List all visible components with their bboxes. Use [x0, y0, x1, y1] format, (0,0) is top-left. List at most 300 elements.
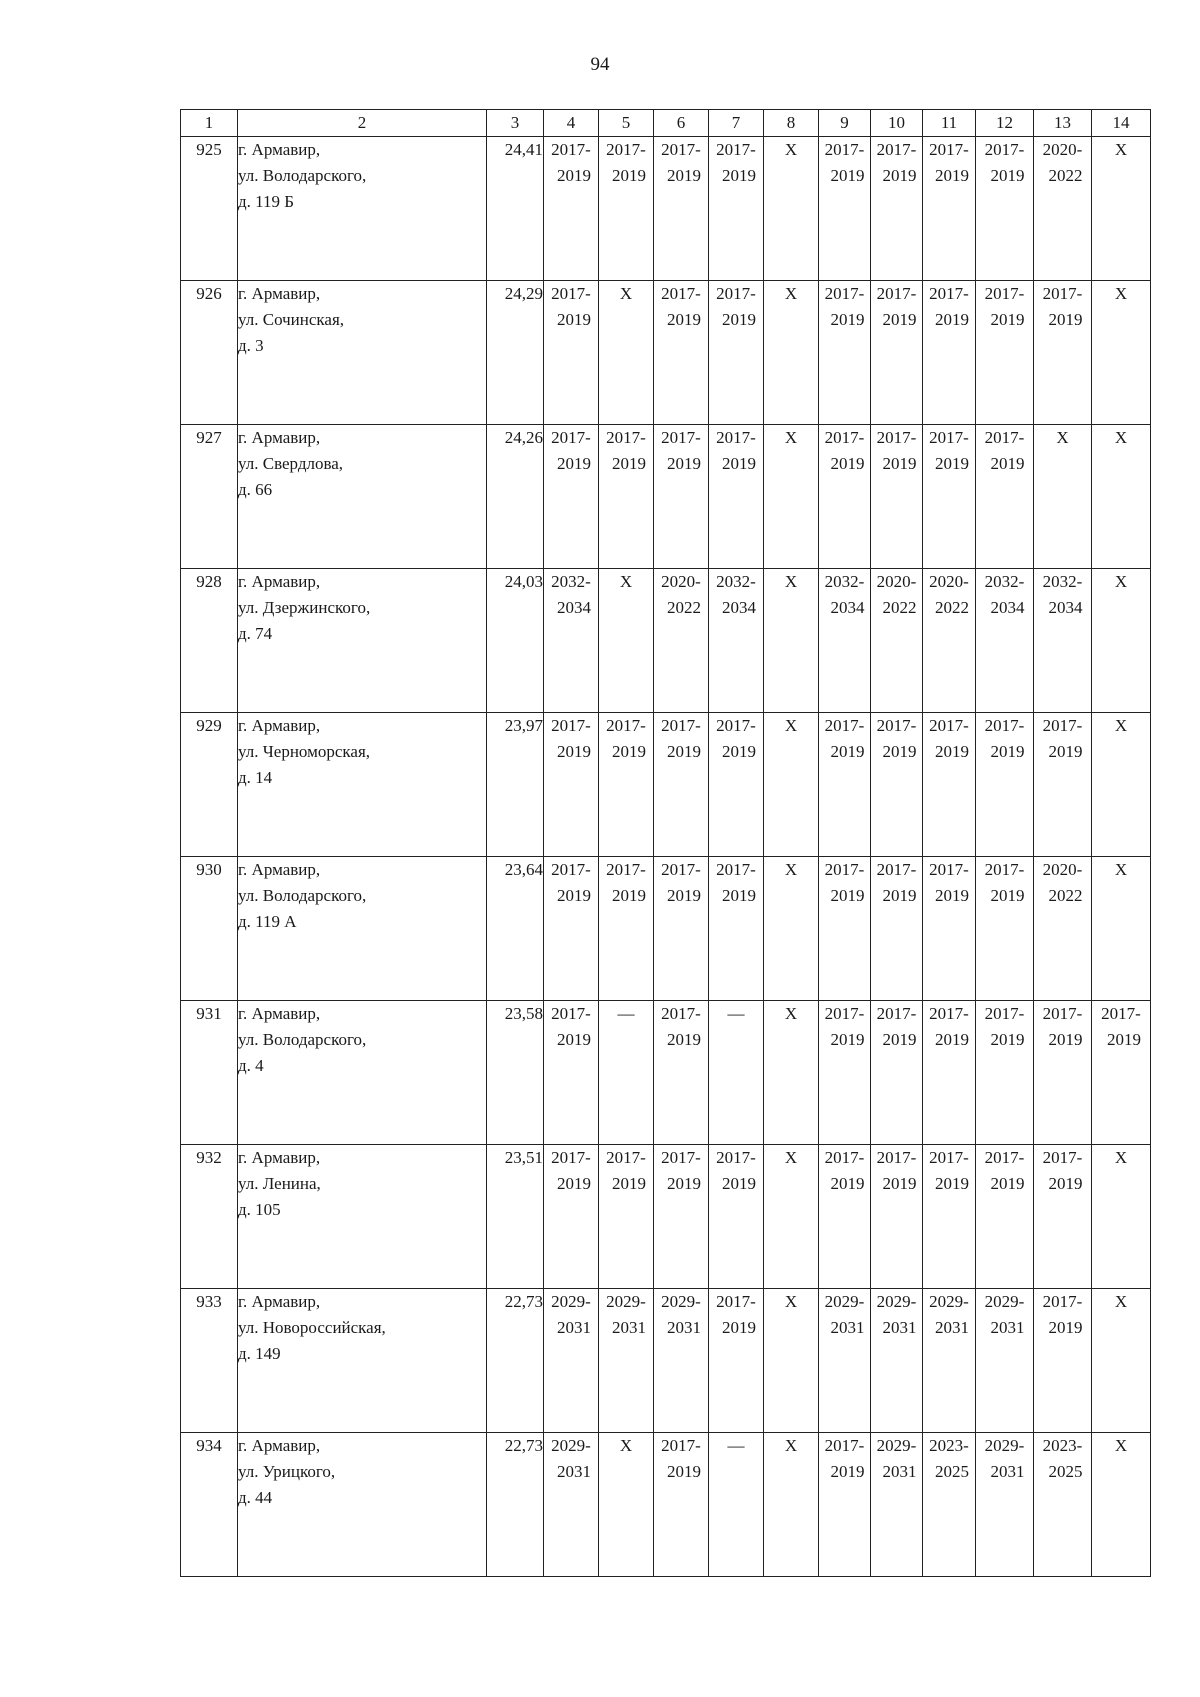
schedule-cell: [871, 569, 923, 713]
cell-line: 2019: [722, 454, 756, 473]
cell-line: 2023-: [929, 1436, 969, 1455]
address-line: ул. Ленина,: [238, 1174, 321, 1193]
address-line: г. Армавир,: [238, 284, 321, 303]
schedule-cell: [599, 569, 654, 713]
cell-line: 2019: [830, 742, 865, 761]
cell-line: 2017-: [876, 1148, 917, 1167]
schedule-cell: [1092, 137, 1151, 281]
cell-line: 2032-: [824, 572, 865, 591]
schedule-cell: [976, 569, 1034, 713]
address-line: д. 14: [238, 768, 273, 787]
address-line: д. 74: [238, 624, 273, 643]
address-line: д. 44: [238, 1488, 273, 1507]
row-number: 929: [181, 713, 238, 857]
row-number: 933: [181, 1289, 238, 1433]
cell-line: 2017-: [551, 428, 591, 447]
schedule-cell: [709, 281, 764, 425]
column-header-5: 5: [599, 110, 654, 137]
schedule-cell: [654, 1433, 709, 1577]
address-cell: [238, 569, 487, 713]
cell-line: Х: [619, 1436, 633, 1455]
cell-line: 2019: [557, 454, 591, 473]
area-cell: 23,58: [487, 1001, 544, 1145]
schedule-cell: [764, 425, 819, 569]
cell-line: Х: [1114, 860, 1128, 879]
cell-line: 2017-: [876, 1004, 917, 1023]
cell-line: Х: [784, 1148, 798, 1167]
address-line: д. 119 Б: [238, 192, 295, 211]
schedule-cell: [544, 425, 599, 569]
schedule-cell: [871, 137, 923, 281]
cell-line: 2017-: [876, 140, 917, 159]
cell-line: 2019: [935, 166, 969, 185]
schedule-cell: [1092, 713, 1151, 857]
column-header-14: 14: [1092, 110, 1151, 137]
cell-line: 2017-: [929, 428, 969, 447]
address-line: д. 149: [238, 1344, 281, 1363]
cell-line: 2025: [935, 1462, 969, 1481]
area-cell: 23,97: [487, 713, 544, 857]
cell-line: 2017-: [824, 1148, 865, 1167]
schedule-cell: [819, 857, 871, 1001]
row-number: 934: [181, 1433, 238, 1577]
address-line: ул. Володарского,: [238, 166, 367, 185]
cell-line: 2032-: [716, 572, 756, 591]
cell-line: 2017-: [1042, 1292, 1083, 1311]
row-number: 931: [181, 1001, 238, 1145]
area-cell: 23,64: [487, 857, 544, 1001]
schedule-cell: [654, 137, 709, 281]
cell-line: Х: [1114, 716, 1128, 735]
cell-line: 2019: [612, 886, 646, 905]
schedule-cell: [1034, 1001, 1092, 1145]
cell-line: 2022: [1048, 886, 1083, 905]
cell-line: 2017-: [824, 284, 865, 303]
cell-line: 2034: [830, 598, 865, 617]
address-line: д. 119 А: [238, 912, 297, 931]
cell-line: 2017-: [551, 1004, 591, 1023]
schedule-cell: [544, 1145, 599, 1289]
schedule-cell: [599, 1433, 654, 1577]
schedule-cell: [654, 857, 709, 1001]
address-line: ул. Свердлова,: [238, 454, 344, 473]
schedule-cell: [819, 1289, 871, 1433]
cell-line: 2029-: [929, 1292, 969, 1311]
schedule-cell: [654, 1001, 709, 1145]
schedule-cell: [709, 857, 764, 1001]
cell-line: 2017-: [984, 1148, 1025, 1167]
schedule-cell: [1092, 281, 1151, 425]
schedule-cell: [923, 1433, 976, 1577]
schedule-cell: [654, 713, 709, 857]
column-header-13: 13: [1034, 110, 1092, 137]
cell-line: 2017-: [716, 860, 756, 879]
column-header-9: 9: [819, 110, 871, 137]
schedule-cell: [599, 857, 654, 1001]
cell-line: 2017-: [876, 716, 917, 735]
cell-line: 2023-: [1042, 1436, 1083, 1455]
cell-line: 2019: [557, 1030, 591, 1049]
schedule-cell: [871, 425, 923, 569]
table-row: [181, 1289, 1151, 1433]
row-number: 927: [181, 425, 238, 569]
cell-line: 2019: [830, 166, 865, 185]
schedule-cell: [871, 713, 923, 857]
cell-line: 2029-: [984, 1292, 1025, 1311]
cell-line: Х: [1114, 1292, 1128, 1311]
area-cell: 23,51: [487, 1145, 544, 1289]
cell-line: Х: [1056, 428, 1069, 447]
cell-line: 2019: [830, 454, 865, 473]
cell-line: 2017-: [716, 284, 756, 303]
cell-line: 2019: [830, 1462, 865, 1481]
schedule-cell: [871, 1001, 923, 1145]
table-row: [181, 713, 1151, 857]
address-line: ул. Черноморская,: [238, 742, 371, 761]
schedule-cell: [923, 137, 976, 281]
cell-line: 2031: [612, 1318, 646, 1337]
schedule-cell: [1092, 857, 1151, 1001]
schedule-cell: [976, 137, 1034, 281]
address-line: д. 66: [238, 480, 273, 499]
cell-line: 2029-: [984, 1436, 1025, 1455]
table-row: [181, 137, 1151, 281]
schedule-cell: [764, 137, 819, 281]
cell-line: 2031: [667, 1318, 701, 1337]
table-row: [181, 857, 1151, 1001]
schedule-cell: [976, 425, 1034, 569]
cell-line: 2017-: [716, 716, 756, 735]
cell-line: 2017-: [824, 1004, 865, 1023]
cell-line: 2019: [882, 1030, 917, 1049]
cell-line: 2017-: [984, 428, 1025, 447]
cell-line: 2017-: [1042, 1004, 1083, 1023]
cell-line: 2019: [990, 310, 1025, 329]
cell-line: 2032-: [551, 572, 591, 591]
address-cell: [238, 281, 487, 425]
cell-line: Х: [784, 860, 798, 879]
schedule-cell: [544, 1289, 599, 1433]
schedule-cell: [654, 1145, 709, 1289]
address-line: д. 3: [238, 336, 264, 355]
cell-line: 2017-: [824, 860, 865, 879]
cell-line: —: [727, 1004, 745, 1023]
schedule-cell: [871, 1433, 923, 1577]
column-header-8: 8: [764, 110, 819, 137]
schedule-cell: [709, 425, 764, 569]
column-header-4: 4: [544, 110, 599, 137]
cell-line: 2017-: [1042, 716, 1083, 735]
cell-line: 2019: [1048, 1030, 1083, 1049]
table-row: [181, 1001, 1151, 1145]
cell-line: 2019: [990, 742, 1025, 761]
schedule-cell: [544, 713, 599, 857]
schedule-cell: [544, 137, 599, 281]
cell-line: 2022: [935, 598, 969, 617]
schedule-cell: [1092, 425, 1151, 569]
address-cell: [238, 1289, 487, 1433]
cell-line: 2034: [722, 598, 756, 617]
address-cell: [238, 1001, 487, 1145]
cell-line: 2019: [882, 1174, 917, 1193]
address-line: г. Армавир,: [238, 428, 321, 447]
schedule-cell: [819, 713, 871, 857]
cell-line: 2019: [990, 1030, 1025, 1049]
cell-line: 2031: [990, 1318, 1025, 1337]
cell-line: 2019: [935, 310, 969, 329]
cell-line: 2017-: [606, 428, 646, 447]
cell-line: 2017-: [984, 860, 1025, 879]
table-row: [181, 1145, 1151, 1289]
cell-line: 2017-: [661, 1004, 701, 1023]
schedule-cell: [709, 1145, 764, 1289]
cell-line: 2017-: [929, 1004, 969, 1023]
schedule-cell: [764, 569, 819, 713]
cell-line: 2029-: [876, 1292, 917, 1311]
address-line: ул. Урицкого,: [238, 1462, 336, 1481]
cell-line: 2017-: [551, 860, 591, 879]
address-line: г. Армавир,: [238, 1436, 321, 1455]
cell-line: 2019: [557, 742, 591, 761]
cell-line: 2022: [667, 598, 701, 617]
schedule-cell: [709, 1433, 764, 1577]
cell-line: 2029-: [824, 1292, 865, 1311]
schedule-cell: [599, 1001, 654, 1145]
schedule-cell: [764, 713, 819, 857]
cell-line: 2019: [667, 1462, 701, 1481]
row-number: 930: [181, 857, 238, 1001]
table-row: [181, 425, 1151, 569]
cell-line: Х: [1114, 572, 1128, 591]
cell-line: Х: [619, 572, 633, 591]
schedule-cell: [1034, 1433, 1092, 1577]
cell-line: 2022: [1048, 166, 1083, 185]
cell-line: —: [617, 1004, 635, 1023]
schedule-cell: [976, 1145, 1034, 1289]
cell-line: 2019: [667, 1030, 701, 1049]
cell-line: 2032-: [1042, 572, 1083, 591]
cell-line: 2017-: [551, 284, 591, 303]
cell-line: Х: [784, 428, 798, 447]
cell-line: 2017-: [661, 428, 701, 447]
address-line: г. Армавир,: [238, 860, 321, 879]
cell-line: 2019: [935, 1174, 969, 1193]
schedule-cell: [923, 425, 976, 569]
cell-line: 2019: [557, 1174, 591, 1193]
column-header-1: 1: [181, 110, 238, 137]
schedule-cell: [976, 1433, 1034, 1577]
cell-line: 2020-: [1042, 140, 1083, 159]
cell-line: 2019: [667, 886, 701, 905]
cell-line: 2031: [882, 1318, 917, 1337]
cell-line: 2020-: [661, 572, 701, 591]
cell-line: 2019: [882, 886, 917, 905]
schedule-cell: [1092, 1001, 1151, 1145]
schedule-cell: [1092, 1433, 1151, 1577]
cell-line: Х: [1114, 140, 1128, 159]
schedule-cell: [764, 857, 819, 1001]
column-header-3: 3: [487, 110, 544, 137]
schedule-cell: [654, 425, 709, 569]
schedule-cell: [654, 569, 709, 713]
cell-line: 2019: [722, 310, 756, 329]
cell-line: 2019: [990, 1174, 1025, 1193]
cell-line: 2029-: [661, 1292, 701, 1311]
schedule-cell: [1034, 1145, 1092, 1289]
cell-line: 2017-: [984, 140, 1025, 159]
schedule-cell: [1034, 569, 1092, 713]
cell-line: Х: [1114, 1436, 1128, 1455]
schedule-cell: [544, 281, 599, 425]
schedule-cell: [764, 1433, 819, 1577]
cell-line: 2019: [935, 454, 969, 473]
cell-line: 2017-: [661, 140, 701, 159]
schedule-cell: [871, 1145, 923, 1289]
cell-line: 2019: [830, 886, 865, 905]
cell-line: 2017-: [824, 428, 865, 447]
cell-line: 2034: [1048, 598, 1083, 617]
cell-line: 2019: [935, 742, 969, 761]
cell-line: 2031: [990, 1462, 1025, 1481]
cell-line: 2019: [722, 166, 756, 185]
cell-line: 2031: [882, 1462, 917, 1481]
cell-line: 2022: [882, 598, 917, 617]
schedule-cell: [599, 713, 654, 857]
address-line: ул. Дзержинского,: [238, 598, 371, 617]
cell-line: 2019: [935, 1030, 969, 1049]
cell-line: 2019: [557, 166, 591, 185]
address-line: ул. Володарского,: [238, 1030, 367, 1049]
cell-line: 2017-: [984, 716, 1025, 735]
cell-line: 2017-: [876, 428, 917, 447]
cell-line: 2017-: [551, 1148, 591, 1167]
cell-line: 2017-: [824, 1436, 865, 1455]
schedule-cell: [764, 1001, 819, 1145]
cell-line: 2017-: [929, 716, 969, 735]
schedule-cell: [976, 857, 1034, 1001]
schedule-cell: [654, 281, 709, 425]
schedule-cell: [923, 1001, 976, 1145]
cell-line: 2017-: [716, 140, 756, 159]
schedule-cell: [599, 281, 654, 425]
cell-line: 2017-: [551, 716, 591, 735]
schedule-cell: [923, 857, 976, 1001]
cell-line: 2019: [612, 742, 646, 761]
cell-line: 2017-: [661, 1148, 701, 1167]
cell-line: 2017-: [661, 284, 701, 303]
cell-line: 2019: [1048, 742, 1083, 761]
cell-line: 2019: [612, 166, 646, 185]
cell-line: 2019: [990, 454, 1025, 473]
cell-line: 2017-: [606, 860, 646, 879]
cell-line: —: [727, 1436, 745, 1455]
schedule-cell: [1034, 281, 1092, 425]
cell-line: 2017-: [606, 140, 646, 159]
cell-line: 2019: [722, 1174, 756, 1193]
schedule-cell: [1092, 1145, 1151, 1289]
cell-line: 2019: [935, 886, 969, 905]
address-cell: [238, 137, 487, 281]
schedule-cell: [1034, 137, 1092, 281]
cell-line: 2019: [1107, 1030, 1141, 1049]
cell-line: 2019: [667, 742, 701, 761]
cell-line: Х: [784, 284, 798, 303]
cell-line: 2017-: [661, 716, 701, 735]
row-number: 925: [181, 137, 238, 281]
cell-line: 2017-: [984, 284, 1025, 303]
cell-line: 2017-: [824, 140, 865, 159]
cell-line: 2019: [667, 1174, 701, 1193]
address-line: ул. Володарского,: [238, 886, 367, 905]
cell-line: 2020-: [929, 572, 969, 591]
cell-line: 2019: [557, 886, 591, 905]
schedule-cell: [819, 1001, 871, 1145]
header-row: [181, 110, 1151, 137]
cell-line: 2017-: [876, 284, 917, 303]
schedule-cell: [819, 281, 871, 425]
address-line: г. Армавир,: [238, 1148, 321, 1167]
cell-line: 2017-: [876, 860, 917, 879]
schedule-cell: [1034, 857, 1092, 1001]
schedule-cell: [819, 137, 871, 281]
column-header-10: 10: [871, 110, 923, 137]
schedule-cell: [923, 281, 976, 425]
column-header-11: 11: [923, 110, 976, 137]
area-cell: 24,26: [487, 425, 544, 569]
schedule-cell: [976, 281, 1034, 425]
cell-line: Х: [784, 572, 798, 591]
cell-line: 2017-: [606, 1148, 646, 1167]
cell-line: 2017-: [1101, 1004, 1141, 1023]
cell-line: 2019: [667, 166, 701, 185]
cell-line: 2019: [612, 454, 646, 473]
schedule-cell: [1092, 1289, 1151, 1433]
cell-line: 2029-: [551, 1436, 591, 1455]
schedule-cell: [1034, 1289, 1092, 1433]
schedule-cell: [871, 857, 923, 1001]
cell-line: Х: [1114, 1148, 1128, 1167]
cell-line: 2029-: [551, 1292, 591, 1311]
cell-line: 2029-: [606, 1292, 646, 1311]
cell-line: 2019: [667, 454, 701, 473]
cell-line: 2017-: [551, 140, 591, 159]
cell-line: 2019: [1048, 1318, 1083, 1337]
schedule-cell: [599, 137, 654, 281]
schedule-cell: [764, 281, 819, 425]
row-number: 932: [181, 1145, 238, 1289]
cell-line: 2019: [990, 886, 1025, 905]
cell-line: 2019: [667, 310, 701, 329]
cell-line: 2019: [830, 1030, 865, 1049]
address-cell: [238, 713, 487, 857]
cell-line: 2020-: [1042, 860, 1083, 879]
schedule-cell: [599, 1289, 654, 1433]
schedule-cell: [1092, 569, 1151, 713]
area-cell: 22,73: [487, 1433, 544, 1577]
address-line: ул. Сочинская,: [238, 310, 345, 329]
schedule-cell: [819, 1145, 871, 1289]
schedule-cell: [1034, 713, 1092, 857]
schedule-cell: [923, 713, 976, 857]
address-line: г. Армавир,: [238, 140, 321, 159]
cell-line: 2017-: [929, 284, 969, 303]
cell-line: 2020-: [876, 572, 917, 591]
cell-line: 2019: [882, 742, 917, 761]
schedule-cell: [599, 1145, 654, 1289]
cell-line: 2032-: [984, 572, 1025, 591]
page-number: 94: [590, 54, 610, 75]
cell-line: 2017-: [661, 860, 701, 879]
